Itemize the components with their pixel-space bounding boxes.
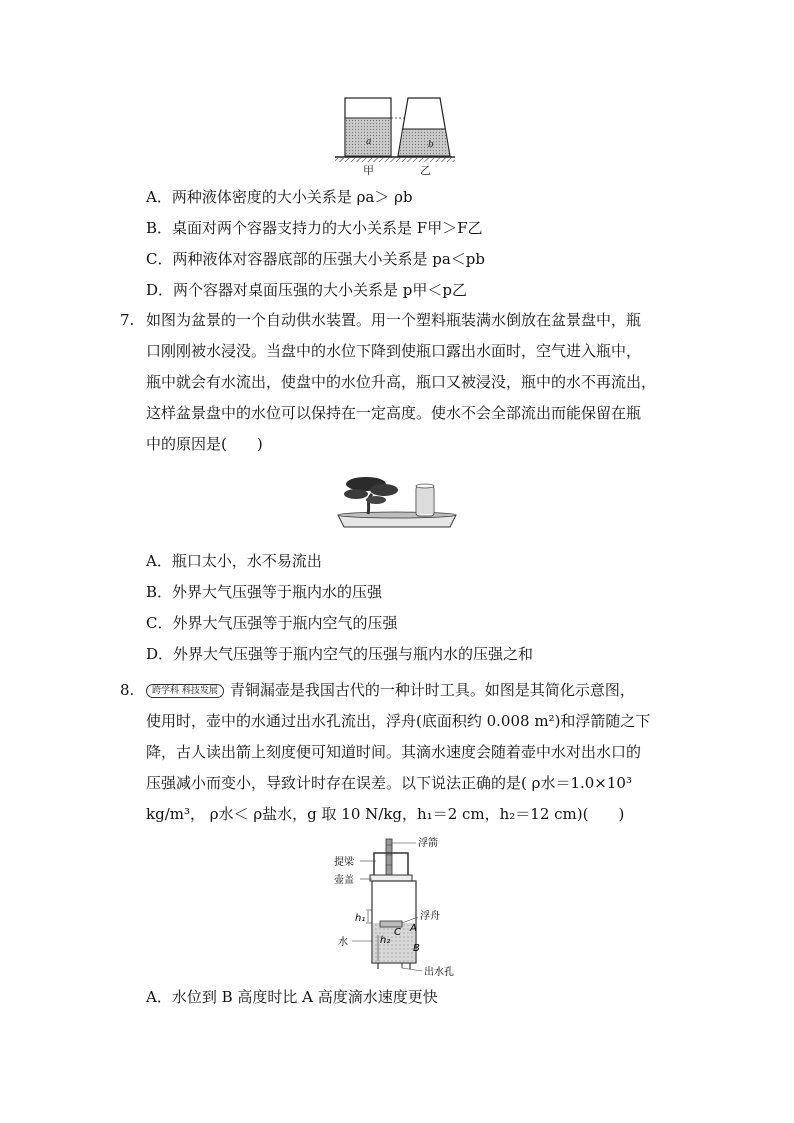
two-containers-figure	[330, 92, 460, 178]
q8-stem: 跨学科 科技发展 青铜漏壶是我国古代的一种计时工具。如图是其简化示意图， 使用时，壶中的水通过出水孔流出，浮舟(底面积约 0.008 m²)和浮箭随之下 降，古人读出箭上刻度便可知道时间。其滴水速度会随着壶中水对出水口的 压强减小而变小，导致计时存在误差。以下说法正确的是( ρ水＝1.0×10³ kg/m³， ρ水＜ ρ盐水，g 取 10 N/kg，h₁＝2 cm，h₂＝12 cm)( )	[146, 681, 651, 823]
label-fuzhou: 浮舟	[420, 911, 440, 922]
label-c: C	[394, 927, 401, 938]
q8-option-a: A．水位到 B 高度时比 A 高度滴水速度更快	[146, 988, 438, 1006]
label-chushuikong: 出水孔	[424, 967, 454, 978]
label-yi: 乙	[420, 164, 431, 177]
q7-option-b: B．外界大气压强等于瓶内水的压强	[146, 583, 383, 601]
label-tiliang: 提梁	[334, 857, 354, 868]
label-hugai: 壶盖	[334, 875, 354, 886]
q7-option-c: C．外界大气压强等于瓶内空气的压强	[146, 614, 398, 632]
q6-option-b: B．桌面对两个容器支持力的大小关系是 F甲＞F乙	[146, 219, 483, 237]
q7-number: 7.	[120, 311, 135, 329]
label-fujian: 浮箭	[418, 838, 438, 849]
q7-stem: 如图为盆景的一个自动供水装置。用一个塑料瓶装满水倒放在盆景盘中，瓶 口刚刚被水浸没。当盘中的水位下降到使瓶口露出水面时，空气进入瓶中， 瓶中就会有水流出，使盘中的水位升高，瓶口又被浸没，瓶中的水不再流出， 这样盆景盘中的水位可以保持在一定高度。使水不会全部流出而能保留在瓶 中的原因是( )	[146, 311, 657, 453]
q7-option-d: D．外界大气压强等于瓶内空气的压强与瓶内水的压强之和	[146, 645, 534, 663]
q8-number: 8.	[120, 681, 135, 699]
bonsai-figure	[334, 470, 460, 532]
label-point-b: B	[413, 943, 420, 954]
label-a: a	[366, 137, 372, 147]
q7-option-a: A．瓶口太小，水不易流出	[146, 552, 322, 570]
label-point-a: A	[410, 923, 417, 934]
subject-badge: 跨学科 科技发展	[146, 684, 224, 698]
label-shui: 水	[338, 937, 348, 948]
q6-option-a: A．两种液体密度的大小关系是 ρa＞ ρb	[146, 188, 413, 206]
q6-option-d: D．两个容器对桌面压强的大小关系是 p甲＜p乙	[146, 281, 468, 299]
label-h1: h₁	[355, 913, 366, 924]
label-jia: 甲	[363, 164, 374, 177]
q6-option-c: C．两种液体对容器底部的压强大小关系是 pa＜pb	[146, 250, 486, 268]
label-h2: h₂	[380, 935, 391, 946]
clepsydra-figure	[330, 835, 480, 980]
label-b: b	[428, 140, 434, 150]
